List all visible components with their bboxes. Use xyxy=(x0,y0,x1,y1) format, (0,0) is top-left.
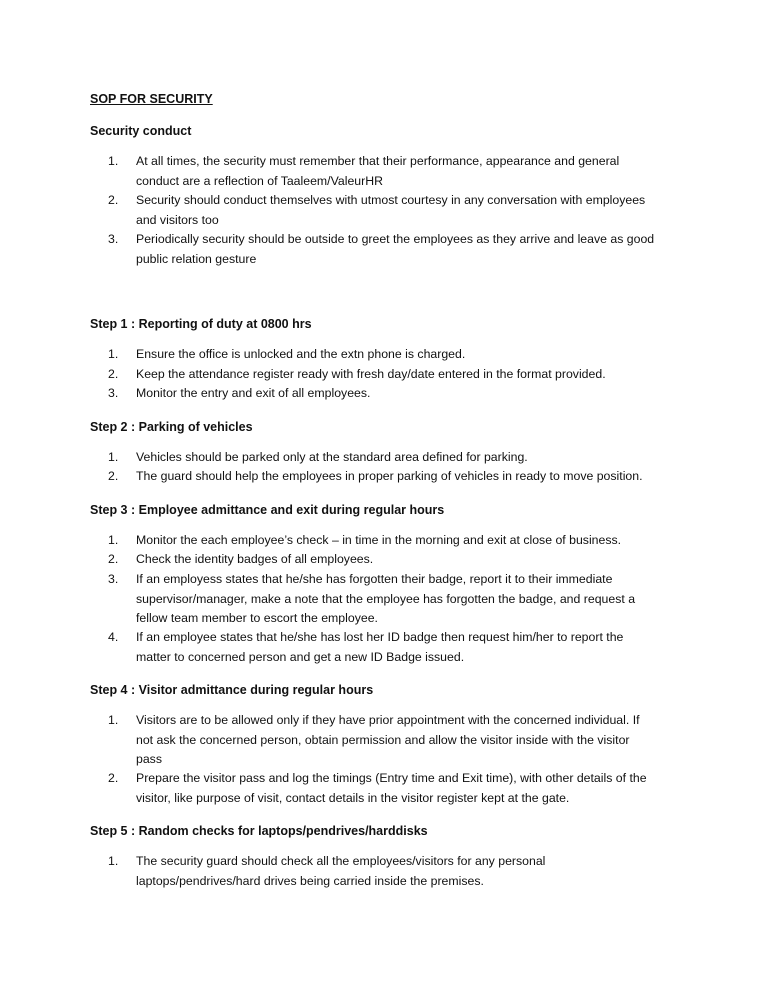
text-line: and visitors too xyxy=(136,212,219,227)
list-text xyxy=(136,230,680,269)
list-number: 2. xyxy=(108,367,119,381)
list-text xyxy=(136,191,680,230)
text-line: pass xyxy=(136,752,162,766)
list-number: 1. xyxy=(108,154,119,168)
text-line: Monitor the entry and exit of all employees. xyxy=(136,386,371,400)
list-text xyxy=(136,467,680,487)
text-line: Visitors are to be allowed only if they have prior appointment with the concerned individual. If xyxy=(136,713,640,727)
list-text xyxy=(136,711,680,770)
text-line: Ensure the office is unlocked and the extn phone is charged. xyxy=(136,347,466,361)
list-text xyxy=(136,550,680,570)
section-heading-step-4: Step 4 : Visitor admittance during regular hours xyxy=(90,683,374,697)
list-text xyxy=(136,531,680,551)
text-line: Periodically security should be outside to greet the employees as they arrive and leave as good xyxy=(136,232,655,246)
text-line: Check the identity badges of all employees. xyxy=(136,552,374,566)
text-line: Monitor the each employee’s check – in time in the morning and exit at close of business. xyxy=(136,533,622,547)
list-number: 2. xyxy=(108,552,119,566)
list-text xyxy=(136,384,680,404)
section-heading-step-1: Step 1 : Reporting of duty at 0800 hrs xyxy=(90,317,312,331)
text-line: supervisor/manager, make a note that the employee has forgotten the badge, and request a xyxy=(136,591,636,606)
text-line: matter to concerned person and get a new ID Badge issued. xyxy=(136,649,465,664)
text-line: visitor, like purpose of visit, contact details in the visitor register kept at the gate. xyxy=(136,790,570,805)
list-number: 1. xyxy=(108,854,119,868)
document-title: SOP FOR SECURITY xyxy=(90,92,213,106)
list-text xyxy=(136,345,680,365)
list-number: 2. xyxy=(108,771,119,785)
list-number: 3. xyxy=(108,386,119,400)
list-number: 3. xyxy=(108,232,119,246)
list-number: 1. xyxy=(108,450,119,464)
list-number: 1. xyxy=(108,347,119,361)
text-line: At all times, the security must remember that their performance, appearance and general xyxy=(136,154,620,168)
text-line: conduct are a reflection of Taaleem/ValeurHR xyxy=(136,173,383,188)
text-line: If an employee states that he/she has lost her ID badge then request him/her to report the xyxy=(136,630,624,644)
text-line: The guard should help the employees in proper parking of vehicles in ready to move position. xyxy=(136,469,643,483)
list-text xyxy=(136,365,680,385)
list-text xyxy=(136,570,680,629)
list-number: 2. xyxy=(108,469,119,483)
text-line: public relation gesture xyxy=(136,251,257,266)
text-line: not ask the concerned person, obtain permission and allow the visitor inside with the visitor xyxy=(136,732,630,747)
text-line: Vehicles should be parked only at the standard area defined for parking. xyxy=(136,450,528,464)
text-line: If an employess states that he/she has forgotten their badge, report it to their immediate xyxy=(136,572,613,586)
list-text xyxy=(136,448,680,468)
list-text xyxy=(136,628,680,667)
section-heading-security-conduct: Security conduct xyxy=(90,124,192,138)
text-line: laptops/pendrives/hard drives being carried inside the premises. xyxy=(136,873,484,888)
text-line: fellow team member to escort the employee. xyxy=(136,611,378,625)
text-line: Security should conduct themselves with utmost courtesy in any conversation with employees xyxy=(136,193,646,207)
list-number: 4. xyxy=(108,630,119,644)
list-text xyxy=(136,152,680,191)
list-text xyxy=(136,769,680,808)
section-heading-step-2: Step 2 : Parking of vehicles xyxy=(90,420,253,434)
list-text xyxy=(136,852,680,891)
section-heading-step-3: Step 3 : Employee admittance and exit during regular hours xyxy=(90,503,445,517)
section-heading-step-5: Step 5 : Random checks for laptops/pendrives/harddisks xyxy=(90,824,428,838)
text-line: Prepare the visitor pass and log the timings (Entry time and Exit time), with other details of the xyxy=(136,771,647,785)
list-number: 1. xyxy=(108,533,119,547)
text-line: Keep the attendance register ready with fresh day/date entered in the format provided. xyxy=(136,367,606,381)
list-number: 3. xyxy=(108,572,119,586)
text-line: The security guard should check all the employees/visitors for any personal xyxy=(136,854,546,868)
list-number: 2. xyxy=(108,193,119,207)
list-number: 1. xyxy=(108,713,119,727)
